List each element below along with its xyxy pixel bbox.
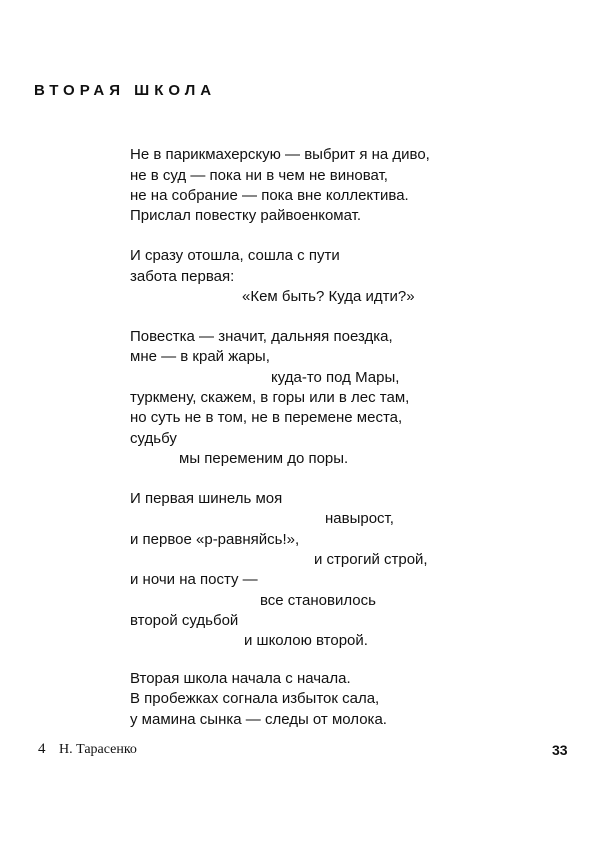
poem-line: второй судьбой — [130, 612, 239, 629]
poem-line: и строгий строй, — [314, 551, 428, 568]
poem-line: все становилось — [260, 592, 376, 609]
page-number: 33 — [552, 742, 568, 758]
poem-line: не на собрание — пока вне коллектива. — [130, 187, 409, 204]
poem-line: и первое «р-равняйсь!», — [130, 531, 300, 548]
poem-line: но суть не в том, не в перемене места, — [130, 409, 403, 426]
poem-title: ВТОРАЯ ШКОЛА — [34, 82, 217, 99]
poem-line: у мамина сынка — следы от молока. — [130, 711, 387, 728]
poem-line: Прислал повестку райвоенкомат. — [130, 207, 361, 224]
poem-line: Вторая школа начала с начала. — [130, 670, 351, 687]
poem-line: И первая шинель моя — [130, 490, 283, 507]
poem-line: мы переменим до поры. — [179, 450, 349, 467]
poem-line: и ночи на посту — — [130, 571, 258, 588]
poem-line: Не в парикмахерскую — выбрит я на диво, — [130, 146, 430, 163]
poem-line: и школою второй. — [244, 632, 368, 649]
signature-mark — [38, 741, 137, 758]
poem-line: навырост, — [325, 510, 394, 527]
signature-text: Н. Тарасенко — [59, 742, 137, 757]
poem-line: В пробежках согнала избыток сала, — [130, 690, 380, 707]
poem-line: И сразу отошла, сошла с пути — [130, 247, 340, 264]
poem-line: куда-то под Мары, — [271, 369, 400, 386]
poem-line: мне — в край жары, — [130, 348, 270, 365]
poem-line: забота первая: — [130, 268, 235, 285]
poem-line: туркмену, скажем, в горы или в лес там, — [130, 389, 410, 406]
poem-line: Повестка — значит, дальняя поездка, — [130, 328, 393, 345]
poem-line: не в суд — пока ни в чем не виноват, — [130, 167, 388, 184]
poem-line: «Кем быть? Куда идти?» — [242, 288, 415, 305]
poem-line: судьбу — [130, 430, 177, 447]
signature-number: 4 — [38, 741, 46, 757]
